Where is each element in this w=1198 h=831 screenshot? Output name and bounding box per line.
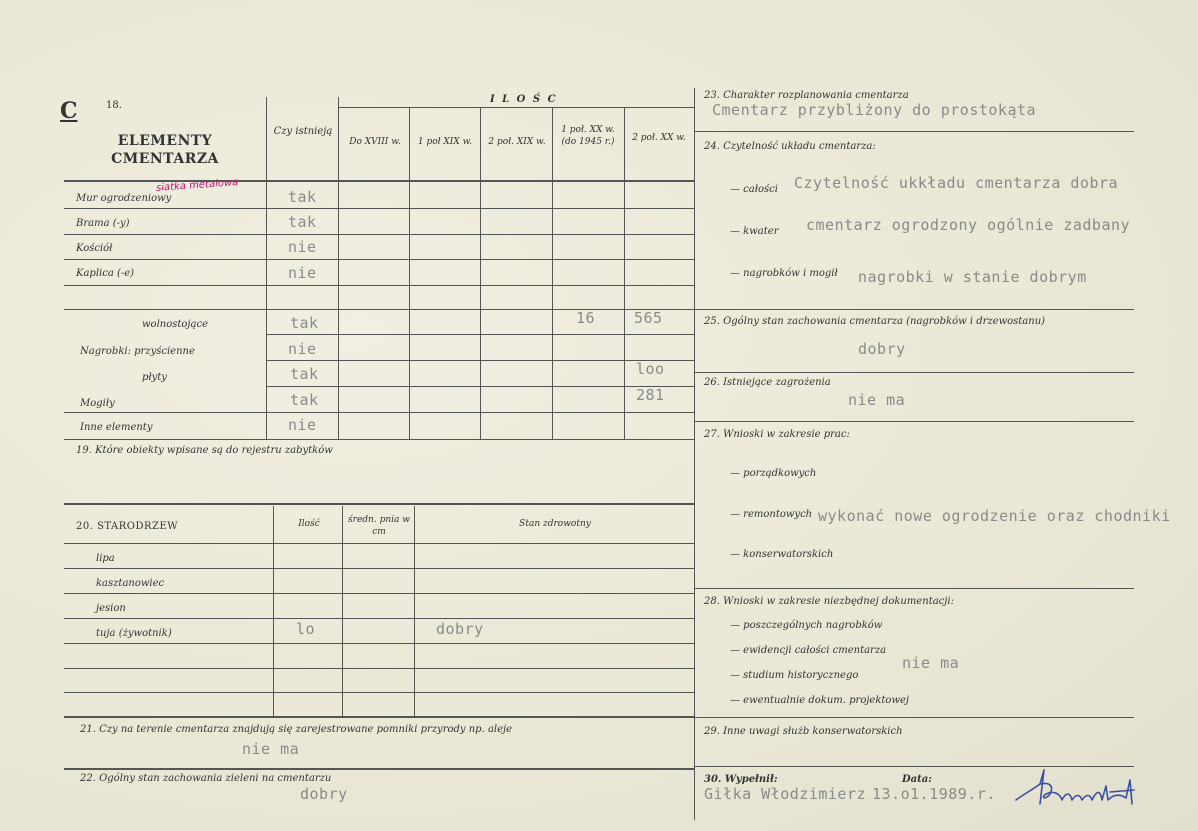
- q30-date: 13.o1.1989.r.: [872, 785, 996, 803]
- section-letter: C: [60, 98, 78, 124]
- exists-value: tak: [290, 391, 319, 409]
- row-rule: [64, 439, 694, 440]
- col-divider: [624, 108, 625, 440]
- col-divider: [338, 97, 339, 440]
- tree-name: kasztanowiec: [96, 578, 165, 589]
- tree-name: tuja (żywotnik): [96, 628, 172, 639]
- q22-answer: dobry: [300, 785, 348, 803]
- q28-item: — studium historycznego: [730, 670, 859, 681]
- section-rule: [64, 716, 694, 718]
- exists-value: nie: [288, 340, 317, 358]
- tree-name: jesion: [96, 603, 126, 614]
- q21-answer: nie ma: [242, 740, 300, 758]
- count-value: 565: [634, 309, 663, 327]
- row-rule: [64, 668, 694, 669]
- table-right-border: [694, 88, 695, 820]
- col-divider: [409, 108, 410, 440]
- exists-value: nie: [288, 416, 317, 434]
- header-top-rule: [338, 107, 694, 108]
- col-exists-header: Czy istnieją: [273, 126, 333, 137]
- col-divider: [552, 108, 553, 440]
- q24-item-answer: nagrobki w stanie dobrym: [858, 268, 1087, 286]
- row-rule: [64, 259, 694, 260]
- row-rule: [64, 543, 694, 544]
- trees-col-qty: Ilość: [298, 519, 320, 529]
- ilosc-header: I L O Ś C: [490, 94, 558, 105]
- q24-item-answer: cmentarz ogrodzony ogólnie zadbany: [806, 216, 1131, 234]
- q22-label: 22. Ogólny stan zachowania zieleni na cmentarzu: [80, 773, 332, 784]
- period-header-5: 2 poł. XX w.: [632, 133, 686, 143]
- col-divider: [342, 506, 343, 716]
- section-rule: [694, 421, 1134, 422]
- exists-value: tak: [290, 365, 319, 383]
- q26-label: 26. Istniejące zagrożenia: [704, 377, 831, 388]
- q24-item-label: — całości: [730, 184, 778, 195]
- period-header-1: Do XVIII w.: [349, 137, 401, 147]
- exists-value: tak: [290, 314, 319, 332]
- q21-label: 21. Czy na terenie cmentarza znajdują się zarejestrowane pomniki przyrody np. aleje: [80, 724, 513, 735]
- tree-name: lipa: [96, 553, 115, 564]
- trees-col-diam: średn. pnia w cm: [348, 515, 410, 537]
- section-rule: [694, 131, 1134, 132]
- row-label-inne: Inne elementy: [80, 422, 153, 433]
- row-rule: [64, 618, 694, 619]
- q27-item-label: — konserwatorskich: [730, 549, 834, 560]
- q24-item-label: — kwater: [730, 226, 779, 237]
- q24-item-label: — nagrobków i mogił: [730, 268, 838, 279]
- row-rule: [64, 234, 694, 235]
- tree-qty: lo: [296, 620, 316, 638]
- col-divider: [273, 506, 274, 716]
- q19-label: 19. Które obiekty wpisane są do rejestru zabytków: [76, 445, 333, 456]
- period-header-4: 1 poł. XX w. (do 1945 r.): [561, 125, 615, 147]
- q23-label: 23. Charakter rozplanowania cmentarza: [704, 90, 909, 101]
- section-rule: [64, 503, 694, 505]
- row-label-wolnostojace: wolnostojące: [142, 319, 208, 330]
- count-value: 16: [576, 309, 596, 327]
- trees-col-health: Stan zdrowotny: [519, 519, 591, 529]
- q30-name: Giłka Włodzimierz: [704, 785, 867, 803]
- row-label-kosciol: Kościół: [76, 243, 113, 254]
- q28-answer: nie ma: [902, 654, 960, 672]
- row-label-plyty: płyty: [142, 372, 167, 383]
- trees-title: 20. STARODRZEW: [76, 521, 179, 532]
- tree-health: dobry: [436, 620, 484, 638]
- section-rule: [694, 309, 1134, 310]
- section-rule: [694, 588, 1134, 589]
- exists-value: tak: [288, 213, 317, 231]
- section-rule: [64, 768, 694, 770]
- q28-label: 28. Wnioski w zakresie niezbędnej dokumentacji:: [704, 596, 954, 607]
- period-header-3: 2 poł. XIX w.: [488, 137, 546, 147]
- q27-item-label: — porządkowych: [730, 468, 817, 479]
- q27-item-label: — remontowych: [730, 509, 813, 520]
- exists-value: nie: [288, 264, 317, 282]
- q29-label: 29. Inne uwagi służb konserwatorskich: [704, 726, 903, 737]
- row-rule: [64, 285, 694, 286]
- row-label-kaplica: Kaplica (-e): [76, 268, 135, 279]
- col-divider: [266, 97, 267, 440]
- q24-item-answer: Czytelność ukkładu cmentarza dobra: [794, 174, 1119, 192]
- elements-title: ELEMENTY CMENTARZA: [111, 133, 219, 167]
- q30-date-label: Data:: [902, 774, 932, 785]
- q25-answer: dobry: [858, 340, 906, 358]
- q28-item: — ewidencji całości cmentarza: [730, 645, 887, 656]
- period-header-2: 1 poł XIX w.: [417, 137, 473, 147]
- count-value: loo: [636, 360, 665, 378]
- row-label-mur: Mur ogrodzeniowy: [76, 193, 172, 204]
- row-rule: [64, 692, 694, 693]
- col-divider: [480, 108, 481, 440]
- q24-label: 24. Czytelność układu cmentarza:: [704, 141, 876, 152]
- q25-label: 25. Ogólny stan zachowania cmentarza (nagrobków i drzewostanu): [704, 316, 1046, 327]
- row-rule: [266, 334, 694, 335]
- section-number: 18.: [106, 100, 122, 111]
- row-rule: [64, 643, 694, 644]
- col-divider: [414, 506, 415, 716]
- exists-value: tak: [288, 188, 317, 206]
- row-rule: [64, 309, 694, 310]
- q28-item: — ewentualnie dokum. projektowej: [730, 695, 910, 706]
- row-rule: [266, 386, 694, 387]
- q26-answer: nie ma: [848, 391, 906, 409]
- row-rule: [266, 360, 694, 361]
- q27-label: 27. Wnioski w zakresie prac:: [704, 429, 850, 440]
- q23-answer: Cmentarz przybliżony do prostokąta: [712, 101, 1037, 119]
- row-rule: [64, 208, 694, 209]
- q28-item: — poszczególnych nagrobków: [730, 620, 883, 631]
- row-label-brama: Brama (-y): [76, 218, 130, 229]
- row-rule: [64, 593, 694, 594]
- section-rule: [694, 717, 1134, 718]
- count-value: 281: [636, 386, 665, 404]
- row-label-przyscienne: Nagrobki: przyścienne: [80, 346, 195, 357]
- section-rule: [694, 372, 1134, 373]
- row-label-mogily: Mogiły: [80, 398, 115, 409]
- q27-item-answer: wykonać nowe ogrodzenie oraz chodniki: [818, 507, 1171, 525]
- handwritten-note: siatka metalowa: [155, 177, 239, 194]
- row-rule: [64, 412, 694, 413]
- exists-value: nie: [288, 238, 317, 256]
- q30-label: 30. Wypełnił:: [704, 774, 778, 785]
- row-rule: [64, 568, 694, 569]
- signature: [1010, 764, 1150, 816]
